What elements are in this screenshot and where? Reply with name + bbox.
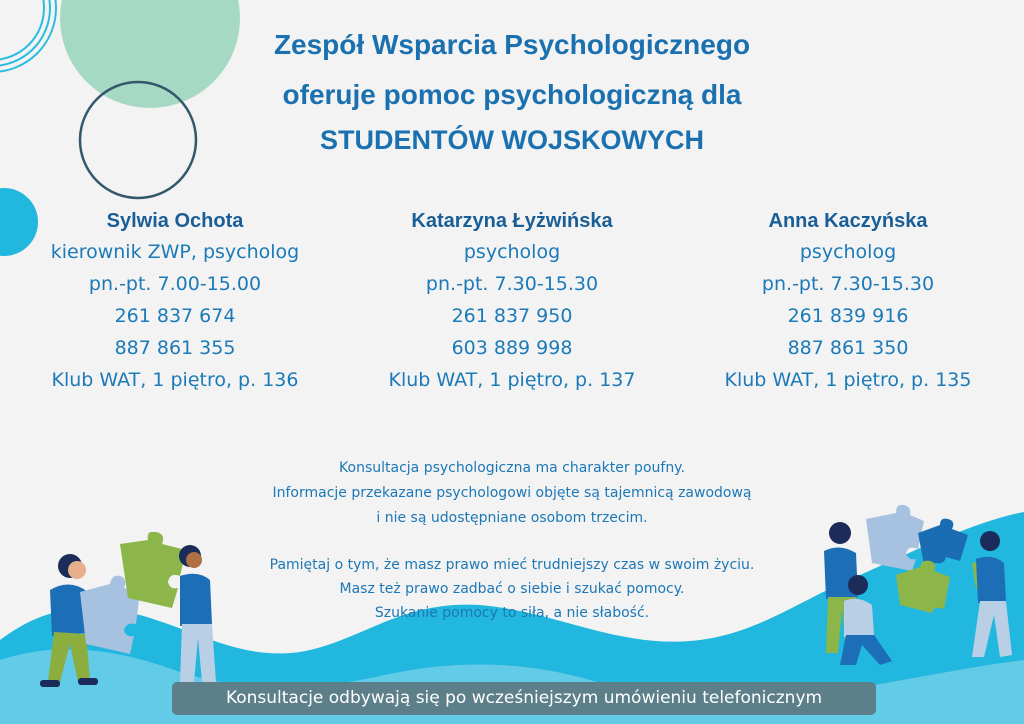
footer-banner: Konsultacje odbywają się po wcześniejszym umówieniu telefonicznym [172,682,876,715]
contact-card-3 [678,204,1018,396]
info-line: Pamiętaj o tym, że masz prawo mieć trudniejszy czas w swoim życiu. [269,557,755,573]
contact-phone-1: 261 837 950 [451,305,573,327]
title-line-3: STUDENTÓW WOJSKOWYCH [320,125,704,155]
contact-room: Klub WAT, 1 piętro, p. 135 [724,369,972,391]
title-line-1: Zespół Wsparcia Psychologicznego [273,29,751,60]
contact-role: psycholog [799,241,897,263]
contact-role: psycholog [463,241,561,263]
contact-name: Anna Kaczyńska [768,210,928,232]
title-line-2: oferuje pomoc psychologiczną dla [282,79,742,110]
contact-phone-2: 887 861 350 [787,337,909,359]
info-line: Masz też prawo zadbać o siebie i szukać pomocy. [339,581,685,597]
contact-phone-2: 603 889 998 [451,337,573,359]
contact-card-2 [342,204,682,396]
puzzle-piece-light [866,505,924,571]
info-line: i nie są udostępniane osobom trzecim. [376,510,648,526]
contact-card-1 [5,204,345,396]
puzzle-piece-blue [918,519,968,565]
contact-room: Klub WAT, 1 piętro, p. 137 [388,369,636,391]
contact-hours: pn.-pt. 7.30-15.30 [425,273,599,295]
info-line: Konsultacja psychologiczna ma charakter poufny. [339,460,685,476]
info-line: Szukanie pomocy to siła, a nie słabość. [374,605,650,621]
contact-phone-1: 261 839 916 [787,305,909,327]
contact-name: Katarzyna Łyżwińska [411,210,613,232]
info-line: Informacje przekazane psychologowi objęte są tajemnicą zawodową [272,485,752,501]
contact-room: Klub WAT, 1 piętro, p. 136 [51,369,299,391]
contact-name: Sylwia Ochota [106,210,244,232]
contact-role: kierownik ZWP, psycholog [50,241,300,263]
person-walking-icon [972,531,1012,657]
contact-phone-1: 261 837 674 [114,305,236,327]
contact-hours: pn.-pt. 7.30-15.30 [761,273,935,295]
contact-phone-2: 887 861 355 [114,337,236,359]
contact-hours: pn.-pt. 7.00-15.00 [88,273,262,295]
puzzle-people-left-illustration [20,532,230,702]
puzzle-piece-green [120,532,186,608]
puzzle-people-right-illustration [800,505,1024,675]
